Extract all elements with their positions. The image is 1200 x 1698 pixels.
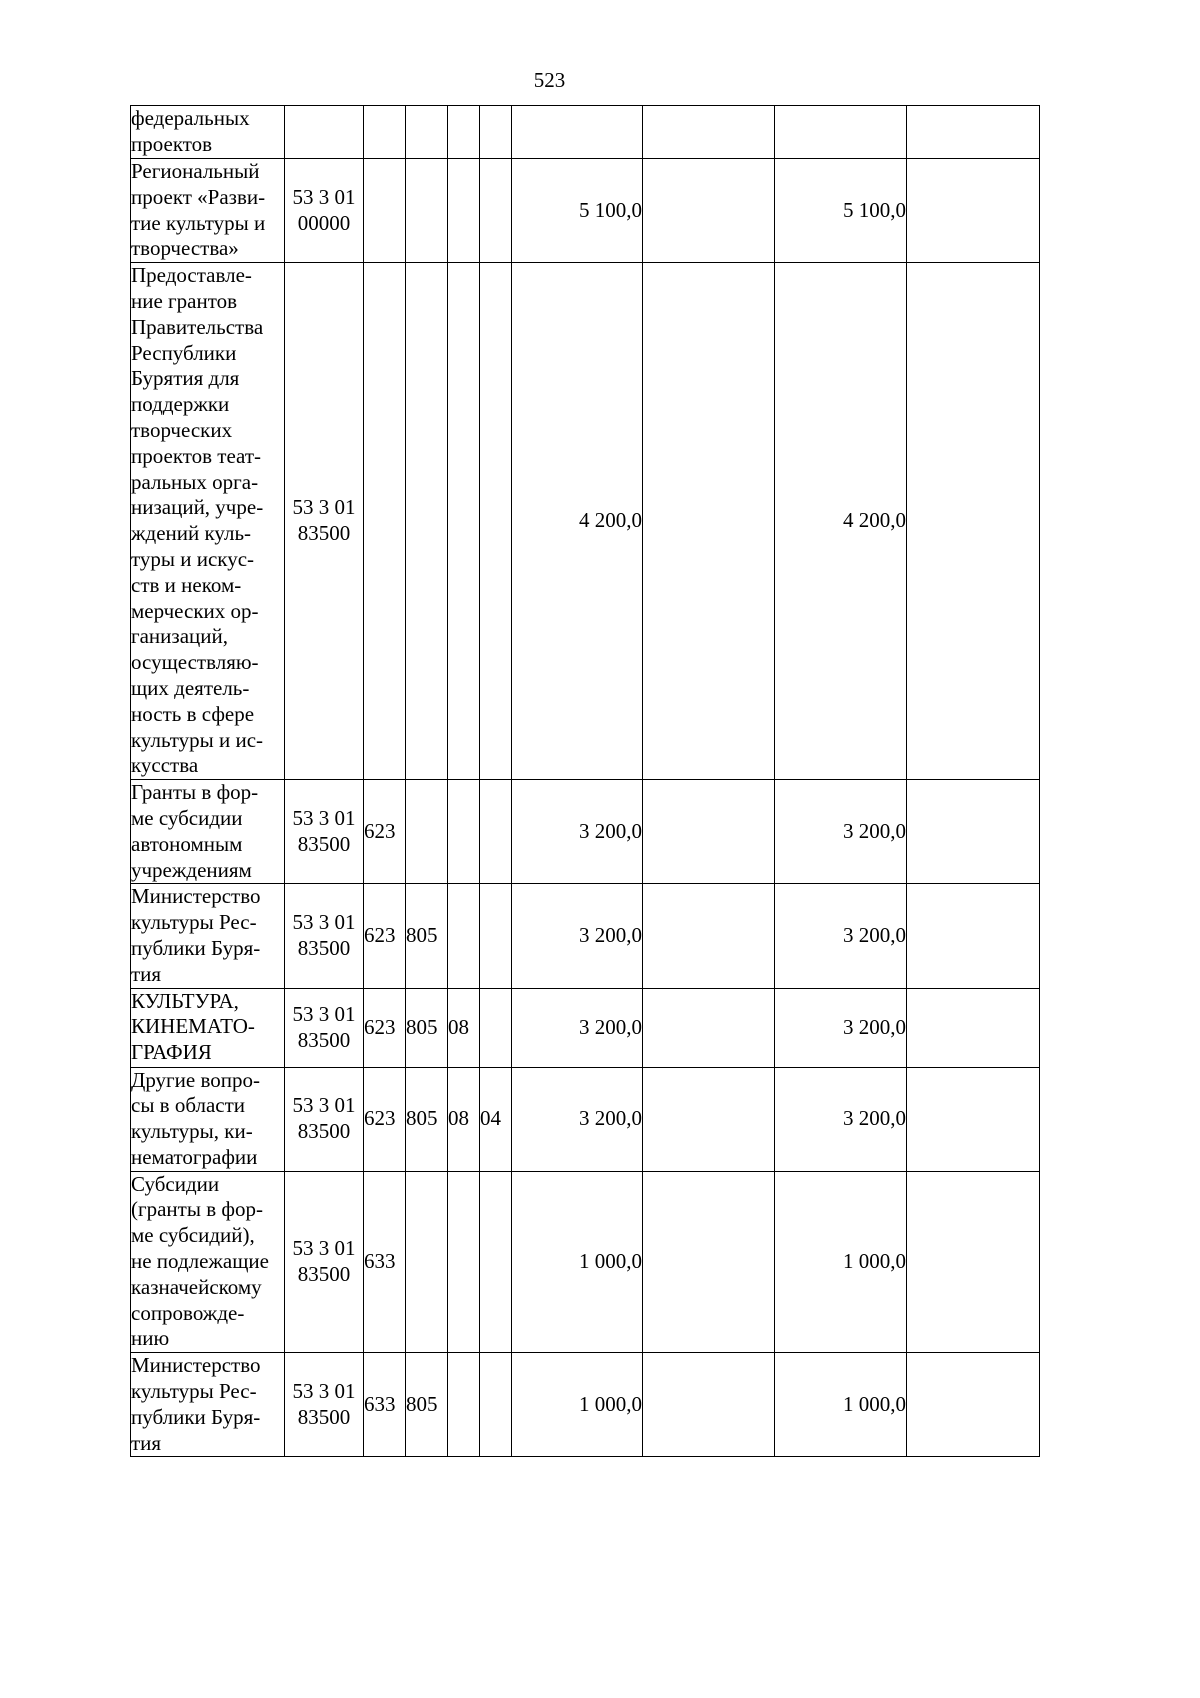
code-c6-cell — [480, 1353, 512, 1457]
name-line: федеральных — [131, 106, 250, 130]
table-row — [131, 159, 1040, 263]
name-line: казначейскому — [131, 1274, 262, 1299]
amount4-cell — [907, 780, 1040, 884]
target-code-cell — [285, 884, 364, 988]
code-line: 83500 — [297, 521, 351, 546]
amount1-cell: 4 200,0 — [512, 263, 643, 780]
amount2-cell — [643, 780, 775, 884]
amount2-cell — [643, 988, 775, 1067]
amount1-cell: 3 200,0 — [512, 988, 643, 1067]
code-c6-cell — [480, 106, 512, 159]
name-line: публики Буря- — [131, 1404, 261, 1429]
amount3-cell: 3 200,0 — [775, 1067, 907, 1171]
code-line: 53 3 01 — [292, 1236, 356, 1261]
amount2-cell — [643, 1171, 775, 1353]
name-line: тия — [131, 1430, 162, 1455]
target-code-cell — [285, 106, 364, 159]
code-line: 83500 — [297, 1119, 351, 1144]
amount2-cell — [643, 884, 775, 988]
code-c5-cell — [448, 159, 480, 263]
row-name-cell — [131, 988, 285, 1067]
amount1-cell: 1 000,0 — [512, 1353, 643, 1457]
code-line: 53 3 01 — [292, 805, 356, 830]
code-c5-cell: 08 — [448, 988, 480, 1067]
name-line: нематографии — [131, 1144, 258, 1169]
table-row — [131, 263, 1040, 780]
code-c4-cell — [406, 159, 448, 263]
row-name-cell — [131, 780, 285, 884]
amount4-cell — [907, 1353, 1040, 1457]
code-line: 00000 — [297, 210, 351, 235]
row-name-cell — [131, 884, 285, 988]
row-name-cell — [131, 106, 285, 159]
code-c3-cell — [364, 106, 406, 159]
target-code-cell — [285, 263, 364, 780]
row-name-cell — [131, 1171, 285, 1353]
name-line: проект «Разви- — [131, 184, 266, 209]
name-line: Предоставле- — [131, 263, 252, 288]
name-line: КУЛЬТУРА, — [131, 988, 239, 1013]
code-c6-cell: 04 — [480, 1067, 512, 1171]
target-code-cell — [285, 988, 364, 1067]
code-c6-cell — [480, 159, 512, 263]
amount3-cell: 1 000,0 — [775, 1171, 907, 1353]
amount4-cell — [907, 884, 1040, 988]
code-line: 83500 — [297, 935, 351, 960]
amount4-cell — [907, 263, 1040, 780]
name-line: ность в сфере — [131, 701, 255, 726]
name-line: культуры Рес- — [131, 910, 257, 935]
code-line: 83500 — [297, 1027, 351, 1052]
amount1-cell: 3 200,0 — [512, 1067, 643, 1171]
row-name-cell — [131, 1353, 285, 1457]
code-c3-cell: 623 — [364, 1067, 406, 1171]
name-line: ме субсидий), — [131, 1223, 255, 1248]
code-c5-cell — [448, 1171, 480, 1353]
name-line: ральных орга- — [131, 469, 259, 494]
table-row — [131, 1353, 1040, 1457]
amount4-cell — [907, 159, 1040, 263]
amount1-cell: 3 200,0 — [512, 780, 643, 884]
amount4-cell — [907, 988, 1040, 1067]
name-line: Министерство — [131, 884, 261, 909]
row-name-cell — [131, 159, 285, 263]
code-c4-cell: 805 — [406, 1353, 448, 1457]
code-c3-cell: 633 — [364, 1353, 406, 1457]
code-c3-cell: 623 — [364, 780, 406, 884]
amount3-cell: 4 200,0 — [775, 263, 907, 780]
name-line: Субсидии — [131, 1171, 220, 1196]
name-line: сопровожде- — [131, 1300, 245, 1325]
name-line: публики Буря- — [131, 935, 261, 960]
name-line: не подлежащие — [131, 1249, 269, 1274]
code-line: 53 3 01 — [292, 1001, 356, 1026]
amount3-cell: 3 200,0 — [775, 884, 907, 988]
code-line: 53 3 01 — [292, 1093, 356, 1118]
code-c4-cell — [406, 106, 448, 159]
name-line: Министерство — [131, 1353, 261, 1378]
code-line: 83500 — [297, 1404, 351, 1429]
amount2-cell — [643, 106, 775, 159]
page-number: 523 — [533, 68, 566, 92]
code-c3-cell: 633 — [364, 1171, 406, 1353]
amount3-cell: 5 100,0 — [775, 159, 907, 263]
name-line: поддержки — [131, 392, 230, 417]
amount2-cell — [643, 1353, 775, 1457]
name-line: Республики — [131, 340, 237, 365]
code-c4-cell: 805 — [406, 1067, 448, 1171]
code-c6-cell — [480, 263, 512, 780]
target-code-cell — [285, 159, 364, 263]
code-line: 53 3 01 — [292, 910, 356, 935]
table-row — [131, 1067, 1040, 1171]
name-line: творческих — [131, 417, 233, 442]
name-line: мерческих ор- — [131, 598, 259, 623]
table-row — [131, 106, 1040, 159]
name-line: учреждениям — [131, 857, 252, 882]
code-c4-cell — [406, 780, 448, 884]
name-line: Другие вопро- — [131, 1067, 260, 1092]
name-line: туры и искус- — [131, 546, 255, 571]
amount3-cell: 3 200,0 — [775, 780, 907, 884]
name-line: ме субсидии — [131, 805, 243, 830]
code-c3-cell: 623 — [364, 884, 406, 988]
code-c5-cell — [448, 884, 480, 988]
code-c6-cell — [480, 1171, 512, 1353]
name-line: проектов теат- — [131, 443, 262, 468]
name-line: Гранты в фор- — [131, 780, 259, 805]
amount4-cell — [907, 1067, 1040, 1171]
code-line: 83500 — [297, 1261, 351, 1286]
code-line: 53 3 01 — [292, 495, 356, 520]
amount1-cell: 5 100,0 — [512, 159, 643, 263]
name-line: Региональный — [131, 159, 260, 183]
table-row — [131, 988, 1040, 1067]
code-c6-cell — [480, 884, 512, 988]
name-line: творчества» — [131, 236, 239, 261]
table-row — [131, 1171, 1040, 1353]
name-line: Бурятия для — [131, 366, 240, 391]
name-line: тие культуры и — [131, 210, 266, 235]
name-line: осуществляю- — [131, 650, 259, 675]
code-c4-cell: 805 — [406, 988, 448, 1067]
name-line: низаций, учре- — [131, 495, 264, 520]
name-line: проектов — [131, 131, 213, 156]
code-c6-cell — [480, 780, 512, 884]
amount1-cell — [512, 106, 643, 159]
code-c3-cell — [364, 263, 406, 780]
name-line: тия — [131, 961, 162, 986]
amount1-cell: 1 000,0 — [512, 1171, 643, 1353]
code-c5-cell — [448, 263, 480, 780]
code-line: 53 3 01 — [292, 184, 356, 209]
amount2-cell — [643, 159, 775, 263]
code-c5-cell — [448, 1353, 480, 1457]
name-line: ние грантов — [131, 288, 238, 313]
code-c3-cell: 623 — [364, 988, 406, 1067]
code-c5-cell: 08 — [448, 1067, 480, 1171]
code-c4-cell — [406, 1171, 448, 1353]
code-c5-cell — [448, 106, 480, 159]
target-code-cell — [285, 1353, 364, 1457]
name-line: щих деятель- — [131, 675, 250, 700]
name-line: автономным — [131, 831, 243, 856]
code-c3-cell — [364, 159, 406, 263]
budget-table — [130, 105, 1040, 1457]
name-line: ганизаций, — [131, 624, 228, 649]
target-code-cell — [285, 1067, 364, 1171]
table-row — [131, 884, 1040, 988]
code-line: 83500 — [297, 831, 351, 856]
code-line: 53 3 01 — [292, 1379, 356, 1404]
code-c6-cell — [480, 988, 512, 1067]
row-name-cell — [131, 263, 285, 780]
table-row — [131, 780, 1040, 884]
name-line: сы в области — [131, 1093, 246, 1118]
name-line: культуры, ки- — [131, 1119, 253, 1144]
name-line: ждений куль- — [131, 521, 252, 546]
name-line: культуры Рес- — [131, 1379, 257, 1404]
amount4-cell — [907, 1171, 1040, 1353]
amount2-cell — [643, 263, 775, 780]
name-line: культуры и ис- — [131, 727, 264, 752]
amount3-cell: 3 200,0 — [775, 988, 907, 1067]
code-c4-cell: 805 — [406, 884, 448, 988]
name-line: нию — [131, 1326, 170, 1351]
amount4-cell — [907, 106, 1040, 159]
code-c5-cell — [448, 780, 480, 884]
amount2-cell — [643, 1067, 775, 1171]
name-line: кусства — [131, 753, 199, 778]
code-c4-cell — [406, 263, 448, 780]
amount3-cell — [775, 106, 907, 159]
name-line: ств и неком- — [131, 572, 242, 597]
name-line: КИНЕМАТО- — [131, 1014, 255, 1039]
amount3-cell: 1 000,0 — [775, 1353, 907, 1457]
row-name-cell — [131, 1067, 285, 1171]
amount1-cell: 3 200,0 — [512, 884, 643, 988]
name-line: (гранты в фор- — [131, 1197, 263, 1222]
target-code-cell — [285, 1171, 364, 1353]
name-line: ГРАФИЯ — [131, 1040, 212, 1065]
target-code-cell — [285, 780, 364, 884]
name-line: Правительства — [131, 314, 264, 339]
